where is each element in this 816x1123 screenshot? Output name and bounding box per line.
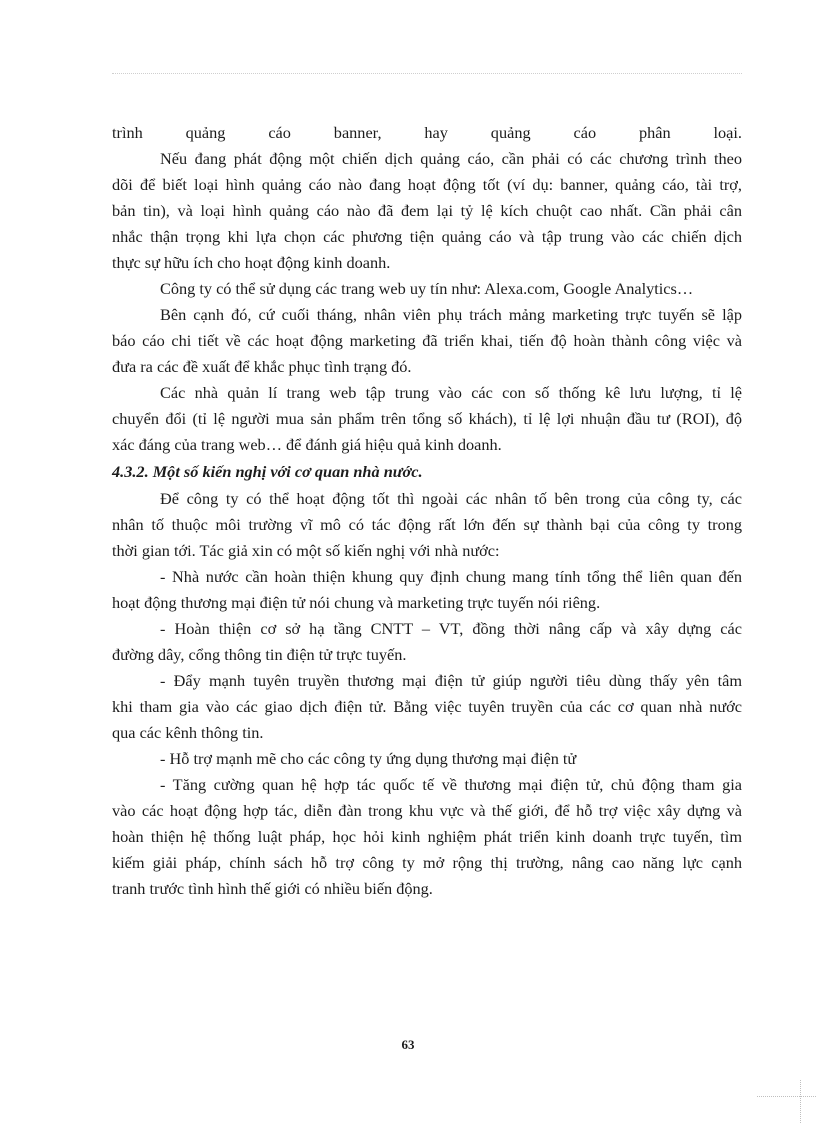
section-heading: 4.3.2. Một số kiến nghị với cơ quan nhà nước.: [112, 462, 423, 481]
page-number: 63: [401, 1037, 415, 1052]
text-line: - Hoàn thiện cơ sở hạ tầng CNTT – VT, đồng thời nâng cấp và xây dựng các: [160, 619, 742, 638]
paragraph: [112, 486, 742, 564]
bullet-paragraph: [112, 668, 742, 746]
corner-mark: [757, 1096, 816, 1097]
text-line: khi tham gia vào các giao dịch điện tử. Bằng việc tuyên truyền của các cơ quan nhà nước: [112, 697, 742, 716]
header-rule: [112, 73, 742, 74]
text-line: Để công ty có thể hoạt động tốt thì ngoài các nhân tố bên trong của công ty, các: [160, 489, 742, 508]
text-line: đường dây, cổng thông tin điện tử trực tuyến.: [112, 645, 407, 664]
bullet-paragraph: [112, 772, 742, 902]
paragraph: [112, 380, 742, 458]
paragraph: [112, 276, 742, 302]
text-line: thời gian tới. Tác giả xin có một số kiến nghị với nhà nước:: [112, 541, 500, 560]
paragraph: [112, 146, 742, 276]
text-line: Công ty có thể sử dụng các trang web uy tín như: Alexa.com, Google Analytics…: [160, 279, 694, 298]
text-line: đưa ra các đề xuất để khắc phục tình trạng đó.: [112, 357, 412, 376]
text-line: bản tin), và loại hình quảng cáo nào đã đem lại tỷ lệ kích chuột cao nhất. Cần phải cân: [112, 201, 742, 220]
text-line: hoạt động thương mại điện tử nói chung và marketing trực tuyến nói riêng.: [112, 593, 601, 612]
text-line: Bên cạnh đó, cứ cuối tháng, nhân viên phụ trách mảng marketing trực tuyến sẽ lập: [160, 305, 742, 324]
bullet-paragraph: [112, 564, 742, 616]
corner-mark: [800, 1080, 801, 1123]
text-line: chuyển đổi (tỉ lệ người mua sản phẩm trên tổng số khách), tỉ lệ lợi nhuận đầu tư (ROI), độ: [112, 409, 742, 428]
text-line: thực sự hữu ích cho hoạt động kinh doanh.: [112, 253, 391, 272]
text-line: hoàn thiện hệ thống luật pháp, học hỏi kinh nghiệm phát triển kinh doanh trực tuyến, tìm: [112, 827, 742, 846]
text-line: xác đáng của trang web… để đánh giá hiệu quả kinh doanh.: [112, 435, 502, 454]
document-body: [112, 120, 742, 902]
bullet-paragraph: [112, 616, 742, 668]
text-line: dõi để biết loại hình quảng cáo nào đang hoạt động tốt (ví dụ: banner, quảng cáo, tài trợ,: [112, 175, 742, 194]
paragraph: [112, 302, 742, 380]
text-line: Các nhà quản lí trang web tập trung vào các con số thống kê lưu lượng, tỉ lệ: [160, 383, 742, 402]
text-line: kiếm giải pháp, chính sách hỗ trợ công ty mở rộng thị trường, nâng cao năng lực cạnh: [112, 853, 742, 872]
text-line: nhắc thận trọng khi lựa chọn các phương tiện quảng cáo và tập trung vào các chiến dịch: [112, 227, 742, 246]
text-line: - Tăng cường quan hệ hợp tác quốc tế về thương mại điện tử, chủ động tham gia: [160, 775, 742, 794]
text-line: - Hỗ trợ mạnh mẽ cho các công ty ứng dụng thương mại điện tử: [160, 749, 577, 768]
text-line: trình quảng cáo banner, hay quảng cáo phân loại.: [112, 123, 742, 142]
text-line: vào các hoạt động hợp tác, diễn đàn trong khu vực và thế giới, để hỗ trợ việc xây dựng và: [112, 801, 742, 820]
text-line: Nếu đang phát động một chiến dịch quảng cáo, cần phải có các chương trình theo: [160, 149, 742, 168]
bullet-paragraph: [112, 746, 742, 772]
text-line: nhân tố thuộc môi trường vĩ mô có tác động rất lớn đến sự thành bại của công ty trong: [112, 515, 742, 534]
paragraph: [112, 120, 742, 146]
text-line: - Đẩy mạnh tuyên truyền thương mại điện tử giúp người tiêu dùng thấy yên tâm: [160, 671, 742, 690]
text-line: qua các kênh thông tin.: [112, 723, 264, 742]
text-line: - Nhà nước cần hoàn thiện khung quy định chung mang tính tổng thể liên quan đến: [160, 567, 742, 586]
text-line: tranh trước tình hình thế giới có nhiều biến động.: [112, 879, 433, 898]
text-line: báo cáo chi tiết về các hoạt động marketing đã triển khai, tiến độ hoàn thành công việc và: [112, 331, 742, 350]
